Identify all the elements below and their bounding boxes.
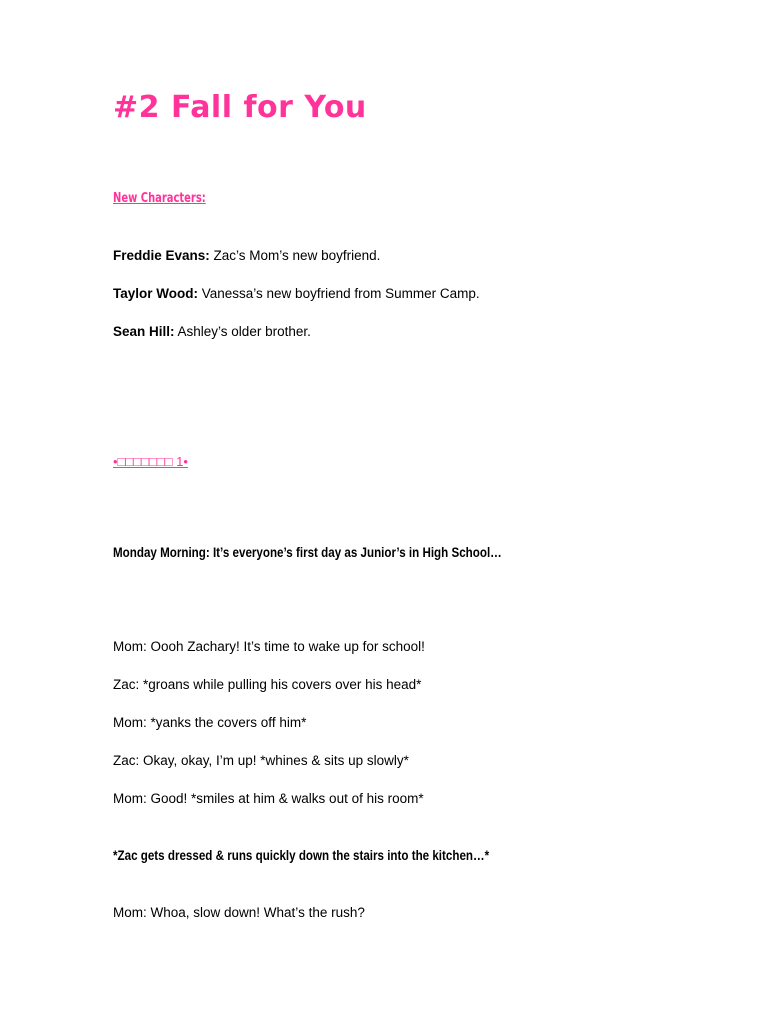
scene-heading: Monday Morning: It’s everyone’s first day as Junior’s in High School… [113,545,502,560]
character-description: Zac’s Mom’s new boyfriend. [209,248,381,263]
document-title: #2 Fall for You [113,90,367,125]
scene-direction: *Zac gets dressed & runs quickly down the stairs into the kitchen…* [113,848,490,863]
character-description: Vanessa’s new boyfriend from Summer Camp. [198,286,480,301]
character-description: Ashley’s older brother. [174,324,311,339]
dialogue-line: Mom: Oooh Zachary! It’s time to wake up for school! [113,639,425,654]
dialogue-line: Mom: Good! *smiles at him & walks out of his room* [113,791,424,806]
character-name: Freddie Evans: [113,248,210,263]
dialogue-line: Mom: *yanks the covers off him* [113,715,307,730]
character-name: Taylor Wood: [113,286,198,301]
character-line [113,247,380,265]
character-line [113,323,311,341]
character-name: Sean Hill: [113,324,175,339]
dialogue-line: Mom: Whoa, slow down! What’s the rush? [113,905,365,920]
dialogue-line: Zac: Okay, okay, I’m up! *whines & sits up slowly* [113,753,409,768]
dialogue-line: Zac: *groans while pulling his covers over his head* [113,677,422,692]
chapter-heading-link[interactable]: •□□□□□□□ 1• [113,454,188,469]
character-line [113,285,480,303]
new-characters-heading[interactable]: New Characters: [113,190,206,206]
